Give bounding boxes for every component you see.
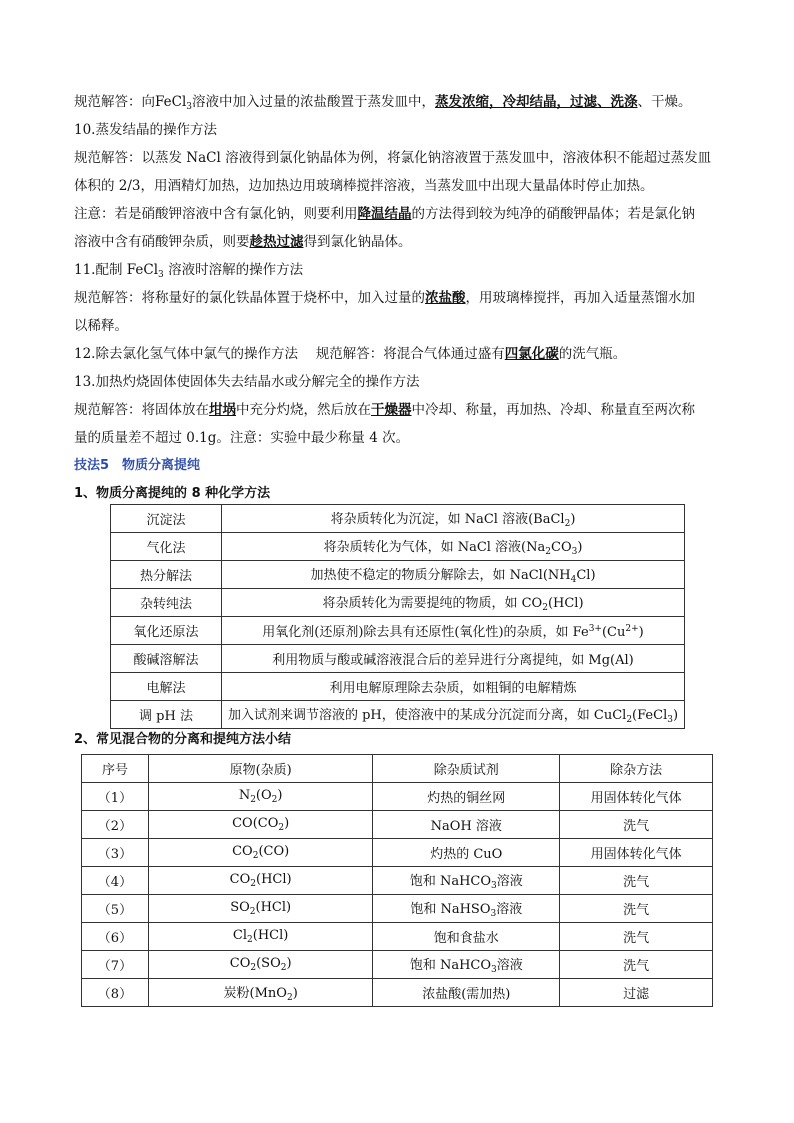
column-header: 序号	[82, 755, 149, 783]
section-title: 13.加热灼烧固体使固体失去结晶水或分解完全的操作方法	[74, 374, 420, 390]
formula: FeCl	[155, 94, 187, 110]
table-row	[111, 561, 685, 589]
table-row	[111, 533, 685, 561]
reagent: 灼热的铜丝网	[373, 783, 560, 811]
text: 注意：若是硝酸钾溶液中含有氯化钠，则要利用	[74, 206, 358, 222]
text: 中冷却、称量，再加热、冷却、称量直至两次称	[411, 402, 695, 418]
method-desc: 利用电解原理除去杂质，如粗铜的电解精炼	[222, 673, 685, 701]
column-header: 原物(杂质)	[148, 755, 373, 783]
row-index: （3）	[82, 839, 149, 867]
method: 用固体转化气体	[560, 783, 713, 811]
reagent: NaOH 溶液	[373, 811, 560, 839]
answer-line: 规范解答：以蒸发 NaCl 溶液得到氯化钠晶体为例，将氯化钠溶液置于蒸发皿中，溶液体积不能超过蒸发皿	[74, 150, 712, 166]
method-desc: 将杂质转化为沉淀，如 NaCl 溶液(BaCl$_2$)	[222, 505, 685, 533]
row-index: （1）	[82, 783, 149, 811]
substance: $SO_2(HCl)$	[148, 895, 373, 923]
table-row	[82, 923, 713, 951]
text: 规范解答：将固体放在	[74, 402, 209, 418]
method-name: 电解法	[111, 673, 222, 701]
answer-line: 量的质量差不超过 0.1g。注意：实验中最少称量 4 次。	[74, 430, 410, 446]
section-line	[74, 340, 724, 368]
table-row	[82, 867, 713, 895]
text: 、干燥。	[637, 94, 692, 110]
text: 溶液中含有硝酸钾杂质，则要	[74, 234, 250, 250]
method-desc: 加入试剂来调节溶液的 pH，使溶液中的某成分沉淀而分离，如 CuCl$_2$(FeCl$_3$)	[222, 701, 685, 729]
method: 用固体转化气体	[560, 839, 713, 867]
substance: $N_2(O_2)$	[148, 783, 373, 811]
column-header: 除杂方法	[560, 755, 713, 783]
key-phrase: 浓盐酸	[425, 290, 466, 306]
table-row	[111, 645, 685, 673]
key-phrase: 降温结晶	[357, 206, 412, 222]
text: 12.除去氯化氢气体中氯气的操作方法 规范解答：将混合气体通过盛有	[74, 346, 505, 362]
mixture-separation-table	[81, 754, 713, 1007]
reagent: 灼热的 CuO	[373, 839, 560, 867]
method-desc: 用氧化剂(还原剂)除去具有还原性(氧化性)的杂质，如 $Fe^{3+}(Cu^{2+})$	[222, 617, 685, 645]
table-row	[111, 701, 685, 729]
table-row	[111, 617, 685, 645]
row-index: （6）	[82, 923, 149, 951]
subheading-1: 1、物质分离提纯的 8 种化学方法	[74, 486, 271, 501]
section-title: 10.蒸发结晶的操作方法	[74, 122, 217, 138]
note-line	[74, 200, 724, 228]
method-name: 热分解法	[111, 561, 222, 589]
table-row	[82, 839, 713, 867]
table-row	[82, 811, 713, 839]
row-index: （2）	[82, 811, 149, 839]
table-row	[82, 895, 713, 923]
substance: $CO(CO_2)$	[148, 811, 373, 839]
method-name: 沉淀法	[111, 505, 222, 533]
section-title	[74, 256, 724, 284]
table-row	[111, 589, 685, 617]
reagent: 饱和 NaHSO$_3$溶液	[373, 895, 560, 923]
text: 的洗气瓶。	[558, 346, 627, 362]
answer-line	[74, 284, 724, 312]
reagent: 饱和 NaHCO$_3$溶液	[373, 951, 560, 979]
method: 洗气	[560, 867, 713, 895]
text: 得到氯化钠晶体。	[303, 234, 412, 250]
method-desc: 将杂质转化为气体，如 NaCl 溶液$(Na_2CO_3)$	[222, 533, 685, 561]
row-index: （4）	[82, 867, 149, 895]
substance: $CO_2(HCl)$	[148, 867, 373, 895]
table-row	[111, 505, 685, 533]
substance: $Cl_2(HCl)$	[148, 923, 373, 951]
key-phrase: 坩埚	[209, 402, 236, 418]
text: 11.配制	[74, 262, 123, 278]
substance: $CO_2(SO_2)$	[148, 951, 373, 979]
separation-methods-table	[110, 504, 685, 729]
subheading-2: 2、常见混合物的分离和提纯方法小结	[74, 732, 292, 747]
subscript: 3	[158, 270, 164, 280]
method-name: 氧化还原法	[111, 617, 222, 645]
method: 洗气	[560, 895, 713, 923]
answer-line: 以稀释。	[74, 318, 128, 334]
table-header-row	[82, 755, 713, 783]
text: 规范解答：将称量好的氯化铁晶体置于烧杯中，加入过量的	[74, 290, 425, 306]
table-row	[111, 673, 685, 701]
method-desc: 将杂质转化为需要提纯的物质，如 $CO_2(HCl)$	[222, 589, 685, 617]
row-index: （5）	[82, 895, 149, 923]
method: 洗气	[560, 811, 713, 839]
note-line	[74, 228, 724, 256]
table-row	[82, 979, 713, 1007]
method-name: 酸碱溶解法	[111, 645, 222, 673]
text: 规范解答：向	[74, 94, 155, 110]
method-name: 杂转纯法	[111, 589, 222, 617]
method: 洗气	[560, 951, 713, 979]
table-row	[82, 951, 713, 979]
row-index: （7）	[82, 951, 149, 979]
answer-line	[74, 396, 724, 424]
technique-heading: 技法5 物质分离提纯	[74, 458, 201, 473]
subscript: 3	[186, 102, 192, 112]
method: 过滤	[560, 979, 713, 1007]
reagent: 浓盐酸(需加热)	[373, 979, 560, 1007]
answer-paragraph	[74, 88, 724, 116]
column-header: 除杂质试剂	[373, 755, 560, 783]
answer-line: 体积的 2/3，用酒精灯加热，边加热边用玻璃棒搅拌溶液，当蒸发皿中出现大量晶体时停止加热。	[74, 178, 654, 194]
key-phrase: 干燥器	[371, 402, 412, 418]
reagent: 饱和食盐水	[373, 923, 560, 951]
text: 溶液中加入过量的浓盐酸置于蒸发皿中，	[192, 94, 435, 110]
key-phrase: 趁热过滤	[249, 234, 304, 250]
method-desc: 加热使不稳定的物质分解除去，如 $NaCl(NH_4Cl)$	[222, 561, 685, 589]
text: 溶液时溶解的操作方法	[168, 262, 304, 278]
text: 的方法得到较为纯净的硝酸钾晶体；若是氯化钠	[411, 206, 695, 222]
text: 中充分灼烧，然后放在	[236, 402, 371, 418]
substance: $CO_2(CO)$	[148, 839, 373, 867]
key-phrase: 四氯化碳	[504, 346, 559, 362]
text: ，用玻璃棒搅拌，再加入适量蒸馏水加	[465, 290, 695, 306]
table-row	[82, 783, 713, 811]
row-index: （8）	[82, 979, 149, 1007]
method-desc: 利用物质与酸或碱溶液混合后的差异进行分离提纯，如 Mg(Al)	[222, 645, 685, 673]
key-phrase: 蒸发浓缩，冷却结晶，过滤、洗涤	[435, 94, 638, 110]
method: 洗气	[560, 923, 713, 951]
reagent: 饱和 NaHCO$_3$溶液	[373, 867, 560, 895]
method-name: 调 pH 法	[111, 701, 222, 729]
method-name: 气化法	[111, 533, 222, 561]
substance: 炭粉(MnO$_2$)	[148, 979, 373, 1007]
document-body	[74, 88, 724, 508]
formula: FeCl	[126, 262, 159, 278]
